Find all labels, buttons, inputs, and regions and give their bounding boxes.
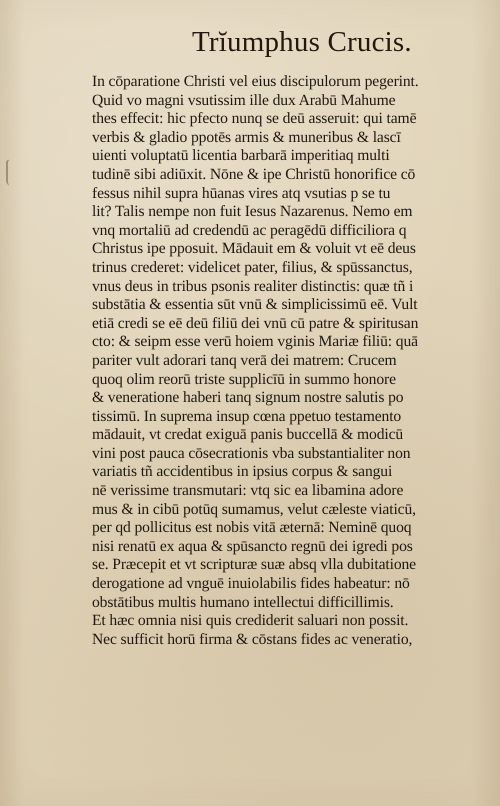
text-line-14: etiā credi se eē deū filiū dei vnū cū patre & spiritusan — [92, 314, 419, 332]
text-line-23: nē verissime transmutari: vtq sic ea libamina adore — [92, 482, 404, 500]
text-line-22: variatis tñ accidentibus in ipsius corpus & sangui — [92, 463, 393, 481]
text-line-16: pariter vult adorari tanq verā dei matrem: Crucem — [92, 351, 397, 369]
text-line-19: tissimū. In suprema insup cœna ppetuo testamento — [92, 407, 402, 425]
left-page-shadow — [0, 0, 24, 806]
text-line-30: Et hæc omnia nisi quis crediderit saluari non possit. — [92, 612, 409, 630]
text-line-3: thes effecit: hic pfecto nunq se deū asseruit: qui tamē — [92, 110, 417, 128]
text-line-28: derogatione ad vnguē inuiolabilis fides habeatur: nō — [92, 575, 410, 593]
text-line-18: & veneratione haberi tanq signum nostre salutis po — [92, 389, 404, 407]
text-line-25: per qd pollicitus est nobis vitā æternā: Neminē quoq — [92, 519, 412, 537]
text-line-27: se. Præcepit et vt scripturæ suæ absq vlla dubitatione — [92, 556, 416, 574]
text-line-8: lit? Talis nempe non fuit Iesus Nazarenus. Nemo em — [92, 203, 413, 221]
text-line-1: In cōparatione Christi vel eius discipulorum pegerint. — [92, 73, 419, 90]
text-line-20: mādauit, vt credat exiguā panis buccellā & modicū — [92, 426, 404, 444]
text-line-6: tudinē sibi adiūxit. Nōne & ipe Christū honorifice cō — [92, 165, 416, 183]
text-line-12: vnus deus in tribus psonis realiter distinctis: quæ tñ i — [92, 277, 414, 295]
text-line-4: verbis & gladio ppotēs armis & muneribus & lascī — [92, 128, 401, 146]
body-text — [92, 73, 486, 649]
text-line-9: vnq mortaliū ad credendū ac peragēdū difficiliora q — [92, 221, 407, 239]
text-line-15: cto: & seipm esse verū hoiem vginis Mariæ filiū: quā — [92, 333, 418, 351]
running-header: Trĭumphus Crucis. — [192, 26, 412, 58]
text-line-17: quoq olim reorū triste supplicīū in summo honore — [92, 370, 396, 388]
text-line-2: Quid vo magni vsutissim ille dux Arabū Mahume — [92, 91, 396, 109]
text-line-7: fessus nihil supra hūanas vires atq vsutias p se tu — [92, 184, 391, 202]
text-line-31: Nec sufficit horū firma & cōstans fides ac veneratio, — [92, 630, 413, 648]
text-line-26: nisi renatū ex aqua & spūsancto regnū dei igredi pos — [92, 537, 413, 555]
text-line-11: trinus crederet: videlicet pater, filius, & spūssanctus, — [92, 258, 413, 276]
text-line-5: uienti voluptatū licentia barbarā imperitiaq multi — [92, 147, 390, 165]
text-line-21: vini post pauca cōsecrationis vba substantialiter non — [92, 444, 411, 462]
text-line-29: obstātibus multis humano intellectui difficillimis. — [92, 593, 394, 611]
text-line-13: substātia & essentia sūt vnū & simplicissimū eē. Vult — [92, 296, 418, 314]
text-line-10: Christus ipe pposuit. Mādauit em & voluit vt eē deus — [92, 240, 416, 258]
text-line-24: mus & in cibū potūq sumamus, velut cæleste viaticū, — [92, 500, 416, 518]
left-margin-mark — [6, 159, 14, 188]
